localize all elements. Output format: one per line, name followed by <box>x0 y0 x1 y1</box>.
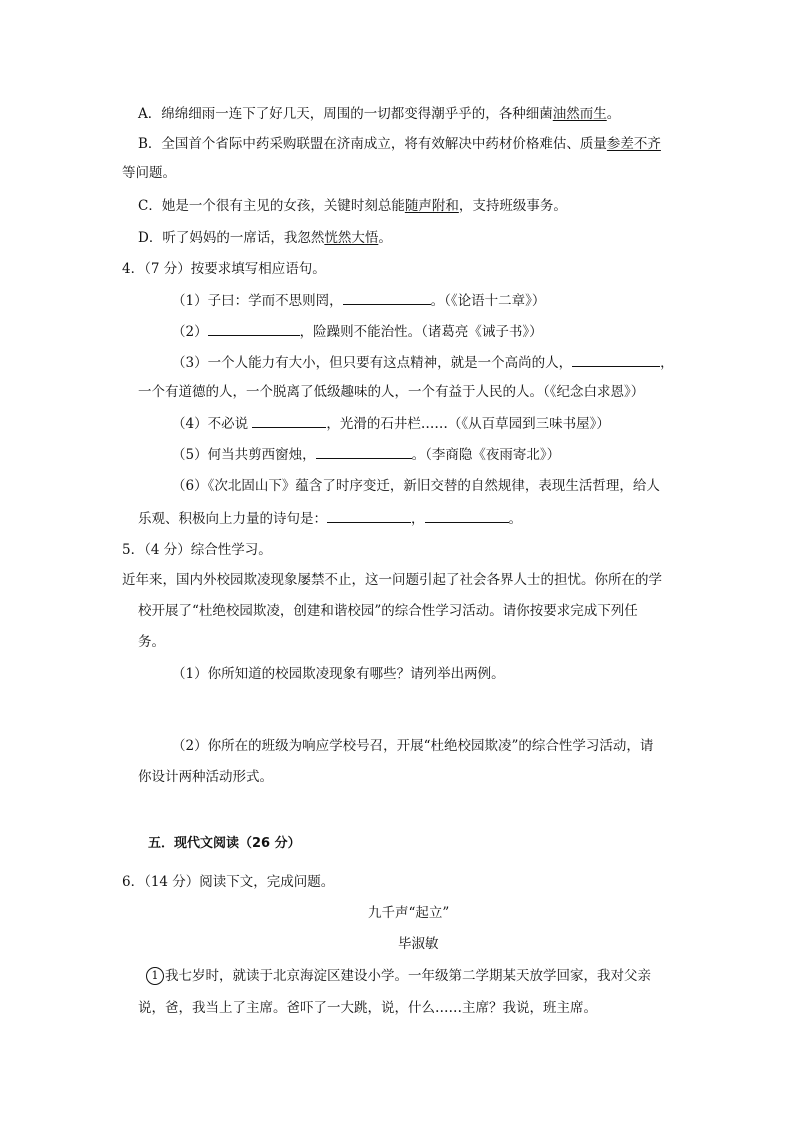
q4-item-3: （3）一个人能力有大小，但只要有这点精神，就是一个高尚的人， ， <box>172 352 674 373</box>
paragraph-1: 1 我七岁时，就读于北京海淀区建设小学。一年级第二学期某天放学回家，我对父亲 <box>146 966 651 986</box>
q4-item-4: （4）不必说 ，光滑的石井栏……（《从百草园到三味书屋》） <box>172 413 610 434</box>
q4-item-6: （6）《次北固山下》蕴含了时序变迁，新旧交替的自然规律，表现生活哲理，给人 <box>172 478 660 494</box>
answer-blank[interactable] <box>327 508 411 523</box>
option-b: B．全国首个省际中药采购联盟在济南成立，将有效解决中药材价格难估、质量参差不齐 <box>138 136 661 152</box>
q5-header: 5．（4 分）综合性学习。 <box>122 542 272 558</box>
underlined-idiom: 随声附和 <box>404 198 459 214</box>
q5-intro-1: 近年来，国内外校园欺凌现象屡禁不止，这一问题引起了社会各界人士的担忧。你所在的学 <box>122 572 662 588</box>
option-c: C．她是一个很有主见的女孩，关键时刻总能随声附和，支持班级事务。 <box>138 198 567 214</box>
q5-sub-1: （1）你所知道的校园欺凌现象有哪些？请列举出两例。 <box>172 666 505 682</box>
article-author: 毕淑敏 <box>398 936 439 952</box>
q5-intro-2: 校开展了“杜绝校园欺凌，创建和谐校园”的综合性学习活动。请你按要求完成下列任 <box>138 603 638 619</box>
answer-blank[interactable] <box>343 290 431 305</box>
answer-blank[interactable] <box>208 321 300 336</box>
q5-intro-3: 务。 <box>138 634 165 650</box>
answer-blank[interactable] <box>316 444 412 459</box>
option-b-cont: 等问题。 <box>122 165 176 181</box>
q4-item-6-cont: 乐观、积极向上力量的诗句是： ， 。 <box>138 508 522 529</box>
q4-header: 4．（7 分）按要求填写相应语句。 <box>122 261 326 277</box>
q4-item-3-cont: 一个有道德的人，一个脱离了低级趣味的人，一个有益于人民的人。（《纪念白求恩》） <box>138 384 645 400</box>
q5-sub-2: （2）你所在的班级为响应学校号召，开展“杜绝校园欺凌”的综合性学习活动，请 <box>172 738 654 754</box>
option-d: D．听了妈妈的一席话，我忽然恍然大悟。 <box>138 230 392 246</box>
answer-blank[interactable] <box>252 413 326 428</box>
underlined-idiom: 恍然大悟 <box>324 230 379 246</box>
answer-blank[interactable] <box>425 508 509 523</box>
q4-item-1: （1）子曰：学而不思则罔， 。（《论语十二章》） <box>172 290 545 311</box>
underlined-idiom: 参差不齐 <box>606 136 661 152</box>
paragraph-1-cont: 说，爸，我当上了主席。爸吓了一大跳，说，什么……主席？我说，班主席。 <box>138 1000 597 1016</box>
q5-sub-2-cont: 你设计两种活动形式。 <box>138 769 273 785</box>
q4-item-5: （5）何当共剪西窗烛， 。（李商隐《夜雨寄北》） <box>172 444 560 465</box>
answer-blank[interactable] <box>572 352 660 367</box>
paragraph-number: 1 <box>146 967 164 985</box>
q4-item-2: （2） ，险躁则不能治性。（诸葛亮《诫子书》） <box>172 321 543 342</box>
q6-header: 6．（14 分）阅读下文，完成问题。 <box>122 874 335 890</box>
article-title: 九千声“起立” <box>368 905 450 921</box>
underlined-idiom: 油然而生 <box>552 106 607 122</box>
option-a: A．绵绵细雨一连下了好几天，周围的一切都变得潮乎乎的，各种细菌油然而生。 <box>138 106 621 122</box>
section-heading: 五．现代文阅读（26 分） <box>148 836 301 851</box>
